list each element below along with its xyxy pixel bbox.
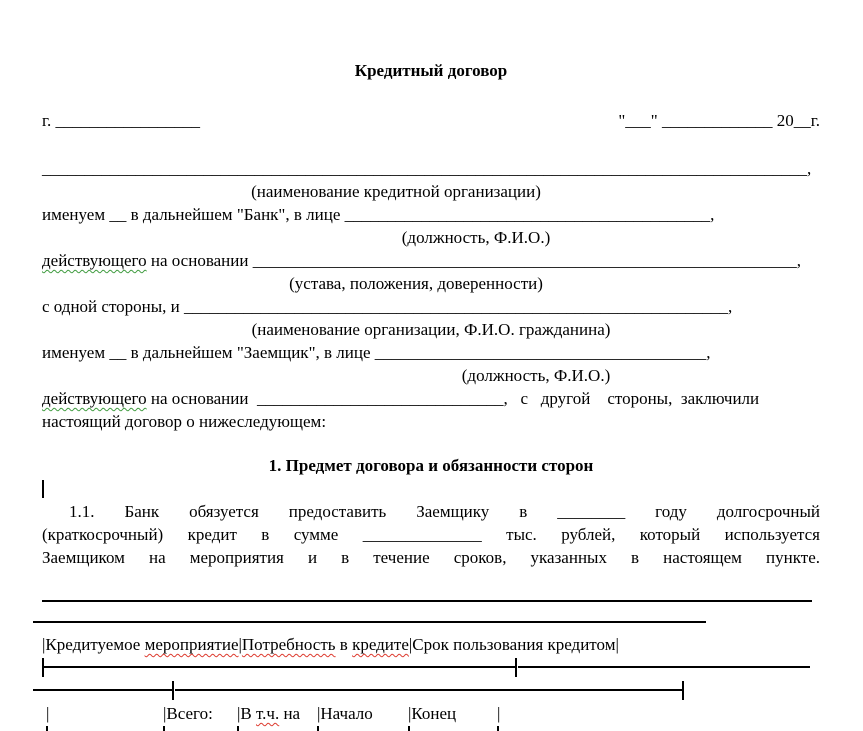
acting-basis-rest-2: на основании _____________________________, с другой стороны, заключили (146, 389, 760, 408)
org2-caption: (наименование организации, Ф.И.О. гражданина) (251, 320, 611, 339)
table-bar (172, 681, 174, 700)
table-cell-bar: | (46, 704, 50, 723)
date-blank-field[interactable]: "___" _____________ 20__г. (618, 111, 820, 130)
table-cell-incl: |В т.ч. на (237, 704, 301, 723)
city-blank-field[interactable]: г. _________________ (42, 111, 201, 130)
org-name-caption: (наименование кредитной организации) (251, 182, 541, 201)
table-bar (682, 681, 684, 700)
table-header-part: |Срок пользования кредитом| (408, 635, 619, 654)
horizontal-rule-1 (42, 600, 812, 602)
horizontal-rule-2 (33, 621, 706, 623)
date-line[interactable] (42, 109, 820, 132)
document-title: Кредитный договор (354, 61, 508, 80)
acting-basis-rest-1: на основании ________________________________________________________________, (146, 251, 801, 270)
table-header-part: | (238, 635, 242, 654)
paragraph-1-1-line-2[interactable]: (краткосрочный) кредит в сумме ______________ тыс. рублей, который используется (42, 525, 820, 544)
misspelled-word: т.ч. (256, 704, 280, 723)
table-rule-segment (33, 689, 172, 691)
acting-basis-line-2[interactable] (42, 387, 820, 410)
table-cell-bar: | (497, 704, 501, 723)
grammar-flagged-word: действующего (42, 251, 147, 270)
basis-caption: (устава, положения, доверенности) (289, 274, 543, 293)
table-cell-end: |Конец (408, 704, 457, 723)
table-bar (317, 726, 319, 731)
table-rule-segment (175, 689, 682, 691)
table-bar (408, 726, 410, 731)
table-bar (237, 726, 239, 731)
second-party-line[interactable]: с одной стороны, и ________________________________________________________________, (42, 297, 733, 316)
section-heading: 1. Предмет договора и обязанности сторон (268, 456, 594, 475)
table-rule-segment (518, 666, 810, 668)
table-header-part: |Кредитуемое (42, 635, 145, 654)
org-name-blank-line[interactable]: __________________________________________________________________________________________, (42, 159, 812, 178)
table-bar (163, 726, 165, 731)
table-bar (515, 658, 517, 677)
position-caption-1: (должность, Ф.И.О.) (401, 228, 551, 247)
closing-intro-line[interactable]: настоящий договор о нижеследующем: (42, 412, 327, 431)
table-subheader-row[interactable] (42, 702, 820, 725)
misspelled-word: мероприятие (144, 635, 239, 654)
table-cell-total: |Всего: (163, 704, 213, 723)
table-bar (497, 726, 499, 731)
acting-basis-line-1[interactable] (42, 249, 820, 272)
misspelled-word: Потребность (241, 635, 336, 654)
table-header-part: в (335, 635, 353, 654)
table-cell-start: |Начало (317, 704, 373, 723)
bank-party-line[interactable]: именуем __ в дальнейшем "Банк", в лице ___________________________________________, (42, 205, 715, 224)
paragraph-1-1-line-1[interactable]: 1.1. Банк обязуется предоставить Заемщику в ________ году долгосрочный (69, 502, 820, 521)
position-caption-2: (должность, Ф.И.О.) (461, 366, 611, 385)
table-separator-row-1[interactable] (42, 656, 820, 679)
borrower-party-line[interactable]: именуем __ в дальнейшем "Заемщик", в лице _______________________________________, (42, 343, 711, 362)
table-clipped-row (42, 725, 820, 731)
table-separator-row-2[interactable] (42, 679, 820, 702)
table-bar (46, 726, 48, 731)
text-cursor (42, 480, 44, 498)
misspelled-word: кредите (352, 635, 409, 654)
cursor-row[interactable] (42, 477, 820, 500)
table-rule-segment (42, 666, 515, 668)
table-header-row[interactable] (42, 633, 820, 656)
grammar-flagged-word: действующего (42, 389, 147, 408)
paragraph-1-1-line-3[interactable]: Заемщиком на мероприятия и в течение сроков, указанных в настоящем пункте. (42, 548, 820, 567)
